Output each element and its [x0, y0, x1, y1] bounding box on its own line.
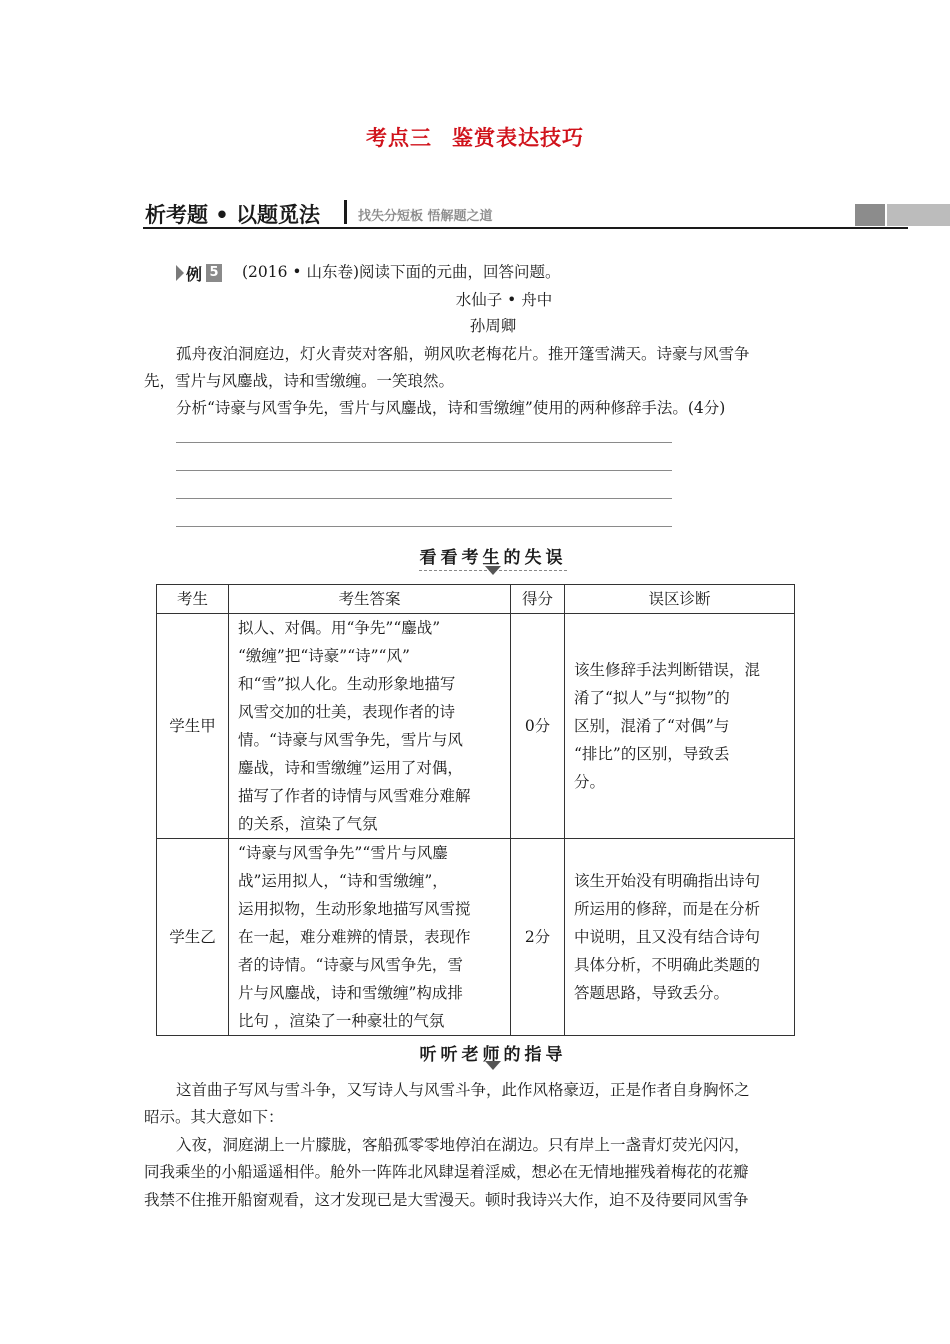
answer-line: [176, 498, 672, 499]
table-header: 误区诊断: [565, 585, 795, 614]
answer-line-text: 鏖战，诗和雪缴缠”运用了对偶，: [238, 759, 463, 777]
banner-main: 析考题 • 以题觅法: [145, 203, 321, 227]
section-banner: [143, 196, 908, 232]
answer-line: [176, 470, 672, 471]
answer-line: [176, 526, 672, 527]
diagnosis: [565, 614, 795, 839]
score: 2分: [511, 839, 565, 1036]
student-name: 学生甲: [157, 614, 229, 839]
answer-line-text: 战”运用拟人，“诗和雪缴缠”，: [238, 872, 448, 890]
banner-block-light: [887, 204, 950, 226]
student-name: 学生乙: [157, 839, 229, 1036]
answer-line-text: 和“雪”拟人化。生动形象地描写: [238, 675, 456, 693]
example-intro: (2016 • 山东卷)阅读下面的元曲，回答问题。: [242, 263, 561, 281]
title-part1: 考点三: [366, 126, 432, 150]
answer-line-text: 描写了作者的诗情与风雪难分难解: [238, 787, 471, 805]
diagnosis-line: 区别，混淆了“对偶”与: [574, 717, 730, 735]
banner-underline: [143, 227, 908, 229]
answer-line-text: “缴缠”把“诗豪”“诗”“风”: [238, 647, 410, 665]
student-answer: [229, 614, 511, 839]
guide-line-5: 我禁不住推开船窗观看，这才发现已是大雪漫天。顿时我诗兴大作，迫不及待要同风雪争: [144, 1191, 749, 1209]
diagnosis-line: 淆了“拟人”与“拟物”的: [574, 689, 730, 707]
example-word: 例: [186, 265, 203, 284]
table-header: 得分: [511, 585, 565, 614]
diagnosis-line: 该生修辞手法判断错误，混: [574, 661, 761, 679]
example-badge: [176, 262, 222, 284]
answer-line: [176, 442, 672, 443]
mistakes-heading-text: 看看考生的失误: [419, 548, 567, 568]
banner-divider: [344, 200, 347, 224]
answer-line-text: 拟人、对偶。用“争先”“鏖战”: [238, 619, 441, 637]
down-triangle-icon: [485, 1061, 501, 1070]
answer-line-text: 比句 ，渲染了一种豪壮的气氛: [238, 1012, 445, 1030]
down-triangle-icon: [485, 566, 501, 575]
page-title: [0, 122, 950, 152]
mistakes-table: [156, 584, 795, 1036]
table-row: [157, 839, 795, 1036]
poem-title: 水仙子 • 舟中: [455, 291, 553, 309]
answer-line-text: 片与风鏖战，诗和雪缴缠”构成排: [238, 984, 463, 1002]
diagnosis-line: 分。: [574, 773, 606, 791]
mistakes-heading: [0, 543, 950, 571]
poem-line-1: 孤舟夜泊洞庭边，灯火青荧对客船，朔风吹老梅花片。推开篷雪满天。诗豪与风雪争: [176, 345, 750, 363]
poem-author: 孙周卿: [469, 317, 517, 335]
answer-line-text: 在一起，难分难辨的情景，表现作: [238, 928, 471, 946]
student-answer: [229, 839, 511, 1036]
answer-line-text: 风雪交加的壮美，表现作者的诗: [238, 703, 456, 721]
table-header: 考生答案: [229, 585, 511, 614]
diagnosis-line: 所运用的修辞，而是在分析: [574, 900, 761, 918]
answer-line-text: “诗豪与风雪争先”“雪片与风鏖: [238, 844, 448, 862]
banner-sub: 找失分短板 悟解题之道: [358, 209, 493, 224]
diagnosis: [565, 839, 795, 1036]
answer-line-text: 的关系，渲染了气氛: [238, 815, 378, 833]
poem-line-2: 先，雪片与风鏖战，诗和雪缴缠。一笑琅然。: [144, 372, 455, 390]
table-header-row: [157, 585, 795, 614]
guide-line-4: 同我乘坐的小船遥遥相伴。舱外一阵阵北风肆逞着淫威，想必在无情地摧残着梅花的花瓣: [144, 1163, 749, 1181]
question: 分析“诗豪与风雪争先，雪片与风鏖战，诗和雪缴缠”使用的两种修辞手法。(4分): [176, 399, 726, 417]
title-part2: 鉴赏表达技巧: [452, 126, 584, 150]
answer-line-text: 者的诗情。“诗豪与风雪争先，雪: [238, 956, 463, 974]
score: 0分: [511, 614, 565, 839]
guide-line-1: 这首曲子写风与雪斗争，又写诗人与风雪斗争，此作风格豪迈，正是作者自身胸怀之: [176, 1081, 750, 1099]
diagnosis-line: 中说明，且又没有结合诗句: [574, 928, 761, 946]
answer-line-text: 运用拟物，生动形象地描写风雪搅: [238, 900, 471, 918]
diagnosis-line: “排比”的区别，导致丢: [574, 745, 730, 763]
diagnosis-line: 具体分析，不明确此类题的: [574, 956, 761, 974]
guide-heading-text: 听听老师的指导: [419, 1045, 567, 1065]
diagnosis-line: 该生开始没有明确指出诗句: [574, 872, 761, 890]
guide-line-3: 入夜，洞庭湖上一片朦胧，客船孤零零地停泊在湖边。只有岸上一盏青灯荧光闪闪，: [176, 1136, 750, 1154]
guide-heading: [0, 1040, 950, 1065]
diagnosis-line: 答题思路，导致丢分。: [574, 984, 730, 1002]
guide-line-2: 昭示。其大意如下：: [144, 1108, 284, 1126]
table-header: 考生: [157, 585, 229, 614]
play-arrow-icon: [176, 265, 184, 281]
answer-line-text: 情。“诗豪与风雪争先，雪片与风: [238, 731, 463, 749]
banner-block-dark: [855, 204, 885, 226]
example-number: 5: [206, 264, 222, 282]
table-row: [157, 614, 795, 839]
